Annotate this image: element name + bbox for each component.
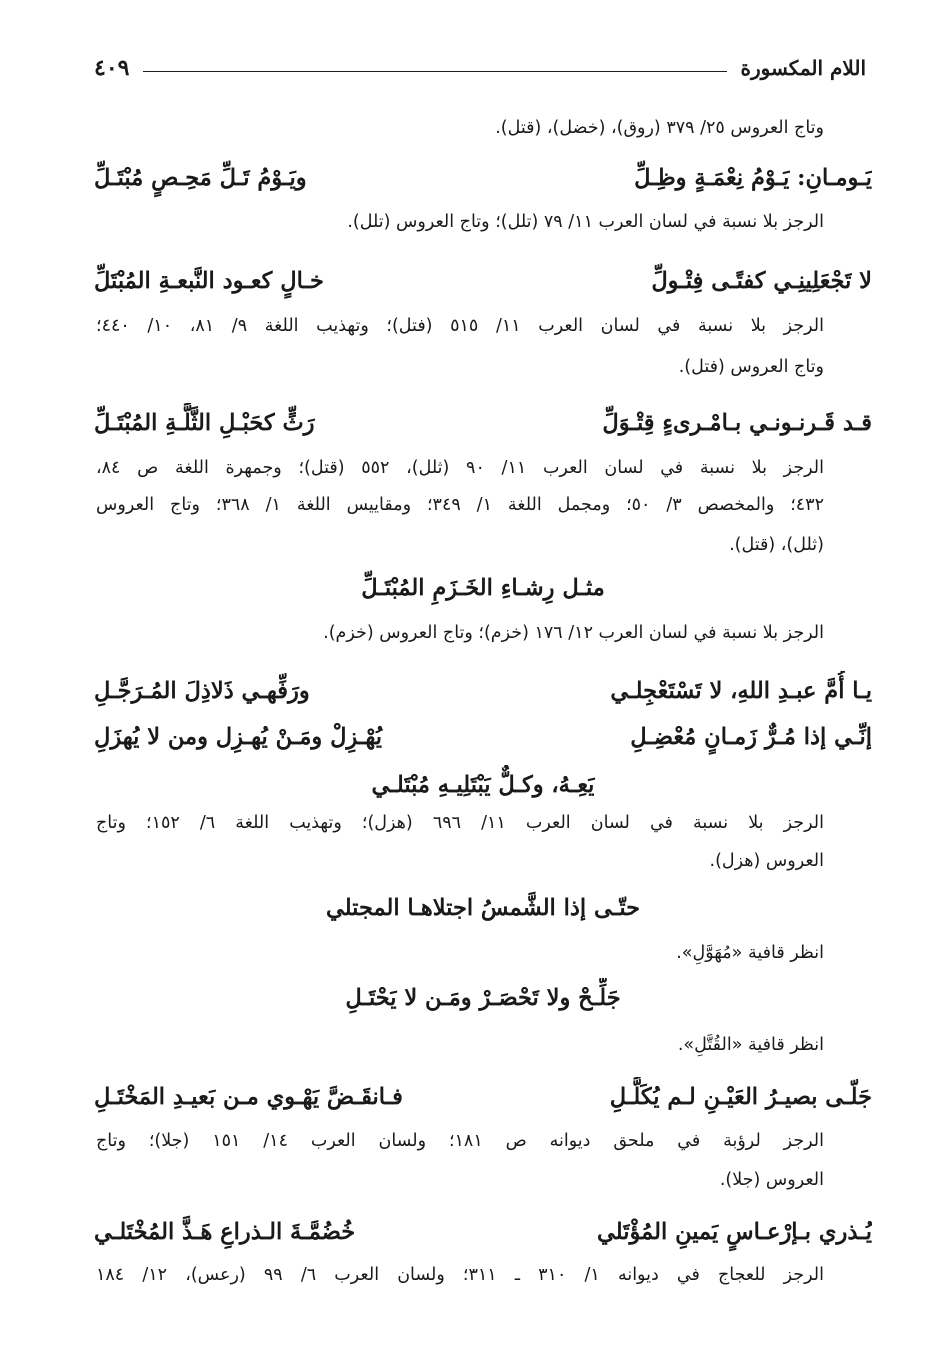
verse-hemistich-second: خُضُمَّـةَ الـذراعِ هَـذَّ المُخْتَلـي	[94, 1219, 356, 1245]
verse-line-single: يَعِـهُ، وكـلٌّ يَبْتَلِيـهِ مُبْتَلـي	[371, 772, 595, 798]
verse-hemistich-first: جَلّـى بصيـرُ العَيْـنِ لـم يُكَلَّـلِ	[609, 1084, 872, 1110]
page-header	[94, 48, 866, 88]
reference-line: وتاج العروس ٢٥/ ٣٧٩ (روق)، (خضل)، (قتل).	[495, 118, 824, 138]
verse-line-single: مثـل رِشـاءِ الخَـزَمِ المُبْتَـلِّ	[361, 575, 605, 601]
reference-line: الرجز بلا نسبة في لسان العرب ١٢/ ١٧٦ (خزم)؛ وتاج العروس (خزم).	[323, 623, 824, 643]
cross-reference: انظر قافية «مُهَوَّلِ».	[676, 943, 824, 963]
verse-hemistich-first: يَـومـانِ: يَـوْمُ نِعْمَـةٍ وظِـلِّ	[634, 165, 872, 191]
verse-hemistich-first: قـد قَـرنـونـي بـامْـرىءٍ قِتْـوَلِّ	[602, 410, 872, 436]
verse-line	[94, 261, 872, 301]
verse-hemistich-first: لا تَجْعَلِينِـي كفتًـى فِتْـولِّ	[651, 268, 872, 294]
reference-line: العروس (جلا).	[719, 1170, 824, 1190]
verse-hemistich-second: يُهْـزِلْ ومَـنْ يُهـزِل ومن لا يُهزَلِ	[94, 724, 383, 750]
verse-hemistich-second: رَثٍّ كحَبْـلِ الثَّلَّـةِ المُبْتَـلِّ	[94, 410, 315, 436]
verse-line	[94, 1077, 872, 1117]
reference-line: العروس (هزل).	[709, 851, 824, 871]
reference-line: ٤٣٢؛ والمخصص ٣/ ٥٠؛ ومجمل اللغة ١/ ٣٤٩؛ ومقاييس اللغة ١/ ٣٦٨؛ وتاج العروس	[96, 495, 824, 515]
verse-hemistich-first: يـا أُمَّ عبـدِ اللهِ، لا تَسْتَعْجِلـي	[610, 678, 872, 704]
verse-line-single: حتّـى إذا الشَّمسُ اجتلاهـا المجتلي	[325, 895, 641, 921]
verse-line	[94, 671, 872, 711]
verse-line	[94, 1212, 872, 1252]
reference-line: (ثلل)، (قتل).	[729, 535, 824, 555]
reference-line: الرجز بلا نسبة في لسان العرب ١١/ ٦٩٦ (هزل)؛ وتهذيب اللغة ٦/ ١٥٢؛ وتاج	[96, 813, 824, 833]
verse-hemistich-second: ويَـوْمُ تَـلِّ مَحِـصٍ مُبْتَـلِّ	[94, 165, 307, 191]
reference-line: الرجز لرؤبة في ملحق ديوانه ص ١٨١؛ ولسان العرب ١٤/ ١٥١ (جلا)؛ وتاج	[96, 1131, 824, 1151]
verse-hemistich-second: فـانقَـضَّ يَهْـوي مـن بَعيـدِ المَخْتَـلِ	[94, 1084, 403, 1110]
verse-line	[94, 717, 872, 757]
reference-line: الرجز بلا نسبة في لسان العرب ١١/ ٥١٥ (فتل)؛ وتهذيب اللغة ٩/ ٨١، ١٠/ ٤٤٠؛	[96, 316, 824, 336]
page-number: ٤٠٩	[94, 55, 130, 81]
reference-line: الرجز للعجاج في ديوانه ١/ ٣١٠ ـ ٣١١؛ ولسان العرب ٦/ ٩٩ (رعس)، ١٢/ ١٨٤	[96, 1265, 824, 1285]
verse-hemistich-second: خـالٍ كعـود النَّبعـةِ المُبْتَلِّ	[94, 268, 324, 294]
header-rule	[143, 71, 726, 72]
reference-line: الرجز بلا نسبة في لسان العرب ١١/ ٧٩ (تلل)؛ وتاج العروس (تلل).	[347, 212, 824, 232]
verse-line	[94, 158, 872, 198]
running-title: اللام المكسورة	[740, 56, 866, 80]
reference-line: الرجز بلا نسبة في لسان العرب ١١/ ٩٠ (ثلل)، ٥٥٢ (قتل)؛ وجمهرة اللغة ص ٨٤،	[96, 458, 824, 478]
verse-hemistich-first: إنِّـي إذا مُـرٌّ زَمـانٍ مُعْضِـلِ	[630, 724, 872, 750]
verse-hemistich-first: يُـذري بـإرْعـاسٍ يَمينِ المُؤْتَلي	[597, 1219, 872, 1245]
verse-hemistich-second: ورَفِّهـي ذَلاذِلَ المُـرَجَّـلِ	[94, 678, 310, 704]
verse-line	[94, 403, 872, 443]
reference-line: وتاج العروس (فتل).	[678, 357, 824, 377]
cross-reference: انظر قافية «القُتَّلِ».	[677, 1035, 824, 1055]
verse-line-single: جَلِّـحْ ولا تَحْصَـرْ ومَـن لا يَحْتَـلِ	[345, 985, 621, 1011]
